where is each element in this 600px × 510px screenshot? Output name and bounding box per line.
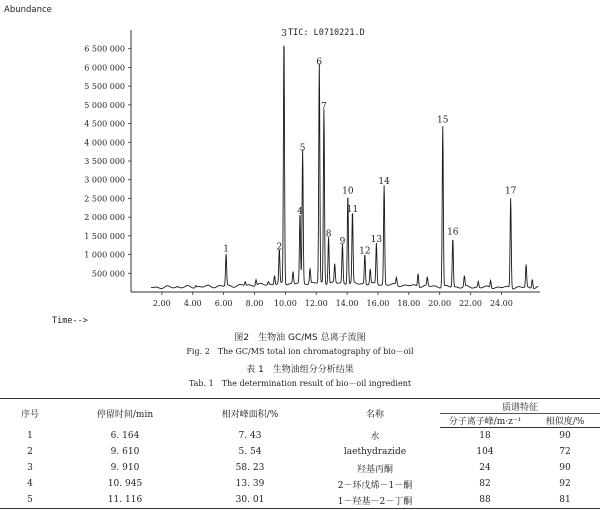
cell-relative-area: 13. 39 (235, 479, 265, 489)
y-tick-label: 500 000 (91, 269, 125, 279)
results-table (0, 398, 600, 509)
peak-label: 14 (378, 177, 390, 188)
cell-compound-name: 水 (370, 432, 380, 443)
x-tick-label: 10.00 (273, 299, 297, 308)
cell-index: 5 (0, 492, 60, 509)
cell-relative-area: 7. 43 (238, 430, 262, 441)
peak-label: 6 (316, 57, 323, 68)
cell-compound-name: laethydrazide (343, 447, 407, 457)
x-tick-label: 4.00 (183, 299, 202, 308)
y-tick-label: 4 000 000 (84, 138, 125, 148)
cell-index: 2 (27, 447, 33, 457)
header-compound-name: 名称 (310, 399, 440, 428)
cell-compound-name: 1－羟基－2－丁酮 (310, 492, 440, 509)
peak-label: 10 (342, 186, 354, 197)
header-similarity: 相似度/% (530, 414, 600, 428)
y-tick-label: 4 500 000 (84, 119, 125, 129)
chromatogram-trace (151, 46, 538, 288)
cell-molecular-ion: 104 (476, 447, 494, 457)
x-tick-label: 8.00 (245, 299, 264, 308)
peak-label: 3 (281, 29, 287, 40)
cell-compound-name: 2－环戊烯－1－酮 (337, 480, 413, 491)
header-ms-features: 质谱特征 (440, 399, 600, 414)
x-tick-label: 2.00 (152, 299, 171, 308)
table-row (0, 492, 600, 509)
peak-label: 11 (346, 205, 359, 216)
cell-index: 3 (27, 463, 33, 473)
cell-compound-name: 羟基丙酮 (356, 464, 393, 475)
peak-label: 17 (504, 186, 517, 197)
x-tick-label: 16.00 (366, 299, 390, 308)
cell-index: 1 (27, 430, 33, 441)
y-tick-label: 5 000 000 (84, 100, 125, 110)
chart-title: TIC: L0710221.D (288, 28, 365, 38)
y-tick-label: 6 000 000 (84, 63, 125, 73)
cell-similarity: 90 (559, 431, 571, 441)
cell-similarity: 92 (559, 479, 571, 489)
y-axis-label: Abundance (4, 5, 52, 15)
cell-similarity: 90 (559, 463, 571, 473)
y-tick-label: 2 000 000 (84, 213, 125, 223)
x-tick-label: 22.00 (459, 299, 483, 308)
cell-retention-time: 11. 116 (60, 492, 190, 509)
table-row (0, 428, 600, 445)
cell-relative-area: 5. 54 (238, 447, 262, 457)
peak-label: 9 (339, 236, 346, 247)
y-tick-label: 6 500 000 (84, 44, 125, 54)
cell-retention-time: 9. 610 (110, 447, 140, 457)
figure-caption-en: Fig. 2 The GC/MS total ion chromatography of bio－oil (186, 347, 414, 356)
cell-similarity: 72 (559, 447, 571, 457)
table-title-cn: 表 1 生物油组分分析结果 (246, 365, 354, 375)
peak-label: 7 (321, 102, 327, 113)
y-tick-label: 2 500 000 (84, 194, 125, 204)
x-tick-label: 12.00 (304, 299, 328, 308)
x-tick-label: 20.00 (428, 299, 452, 308)
table-row (0, 476, 600, 492)
cell-molecular-ion: 18 (479, 431, 491, 441)
header-molecular-ion: 分子离子峰/m·z⁻¹ (440, 414, 530, 428)
header-retention-time: 停留时间/min (60, 399, 190, 428)
peak-label: 16 (447, 227, 459, 238)
cell-molecular-ion: 82 (479, 479, 491, 489)
cell-molecular-ion: 88 (440, 492, 530, 509)
x-tick-label: 6.00 (214, 299, 233, 308)
peak-label: 12 (359, 246, 371, 257)
y-tick-label: 1 500 000 (84, 231, 125, 241)
peak-labels (223, 29, 516, 256)
peak-label: 2 (276, 242, 283, 253)
y-tick-label: 3 500 000 (84, 157, 125, 166)
header-index: 序号 (0, 399, 60, 428)
x-axis-label: Time--> (52, 316, 88, 326)
x-tick-label: 14.00 (335, 299, 359, 308)
peak-label: 13 (370, 235, 383, 246)
cell-retention-time: 6. 164 (110, 430, 140, 441)
peak-label: 1 (223, 244, 229, 255)
table-title-en: Tab. 1 The determination result of bio－oil ingredient (188, 379, 412, 388)
peak-label: 15 (437, 115, 449, 126)
peak-label: 4 (297, 207, 303, 218)
x-tick-label: 18.00 (397, 299, 421, 308)
figure-caption-cn: 图2 生物油 GC/MS 总离子流图 (234, 333, 366, 343)
y-tick-label: 3 000 000 (84, 175, 125, 185)
cell-similarity: 81 (530, 492, 600, 509)
cell-relative-area: 30. 01 (190, 492, 310, 509)
peak-label: 5 (299, 143, 306, 154)
cell-retention-time: 10. 945 (107, 479, 143, 489)
cell-retention-time: 9. 910 (110, 463, 140, 473)
header-relative-area: 相对峰面积/% (190, 399, 310, 428)
y-tick-label: 5 500 000 (84, 82, 125, 92)
table-row (0, 460, 600, 476)
peak-label: 8 (325, 229, 332, 240)
y-tick-label: 1 000 000 (84, 250, 125, 260)
x-tick-label: 24.00 (489, 299, 513, 308)
cell-relative-area: 58. 23 (235, 463, 265, 473)
table-row (0, 444, 600, 460)
cell-molecular-ion: 24 (479, 463, 491, 473)
cell-index: 4 (27, 479, 33, 489)
